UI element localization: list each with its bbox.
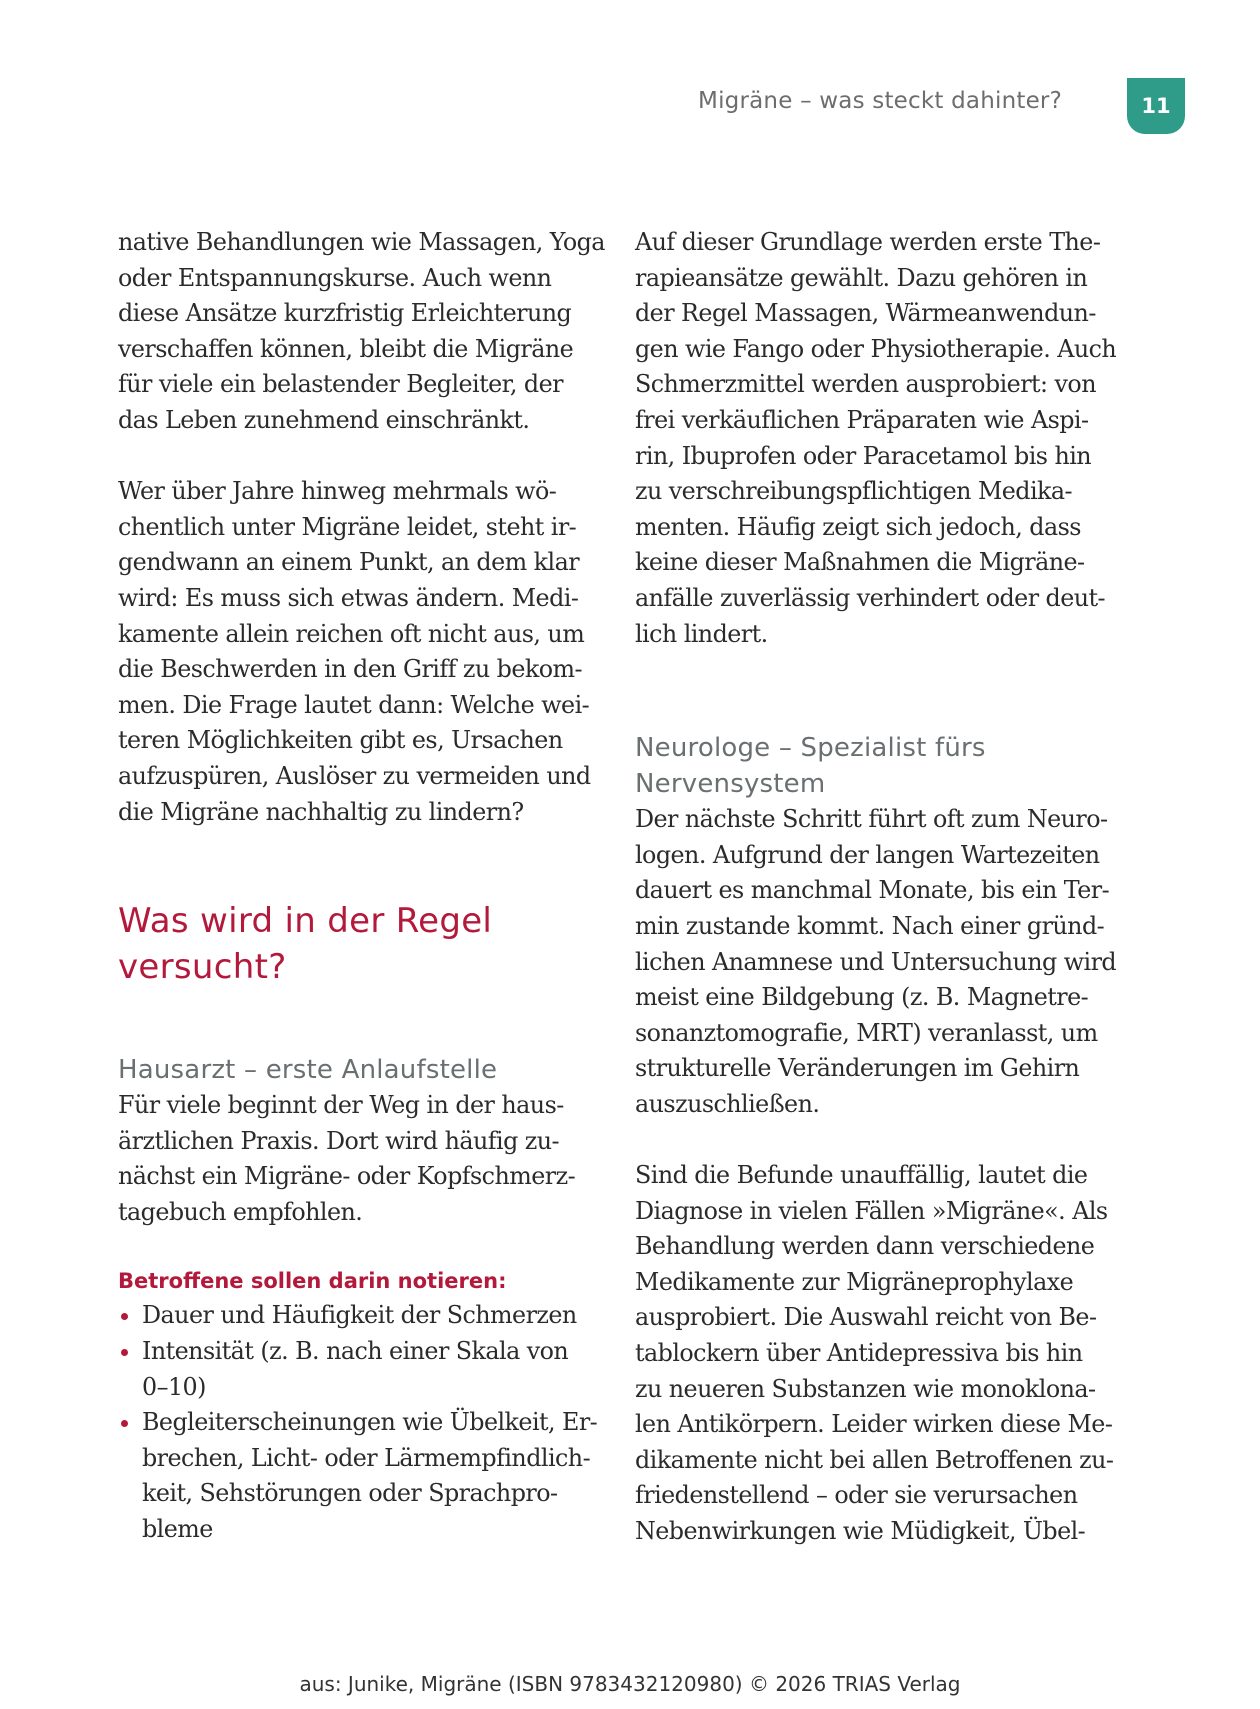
- bullet-list: [118, 1298, 598, 1547]
- text-line: rapieansätze gewählt. Dazu gehören in: [635, 263, 1088, 292]
- right-paragraph-2: [635, 802, 1117, 1122]
- text-line: chentlich unter Migräne leidet, steht ir-: [118, 512, 577, 541]
- list-item: [118, 1334, 593, 1405]
- right-paragraph-3: [635, 1158, 1114, 1550]
- text-line: meist eine Bildgebung (z. B. Magnetre-: [635, 983, 1089, 1012]
- bullet-icon: [121, 1349, 128, 1356]
- text-line: Nebenwirkungen wie Müdigkeit, Übel-: [635, 1517, 1086, 1545]
- right-paragraph-1: [635, 225, 1117, 652]
- bullet-icon: [121, 1313, 128, 1320]
- left-column: [118, 225, 605, 1548]
- text-line: 0–10): [142, 1372, 206, 1401]
- list-item: [118, 1298, 593, 1334]
- text-line: ärztlichen Praxis. Dort wird häufig zu-: [118, 1126, 560, 1155]
- text-line: Sind die Befunde unauffällig, lautet die: [635, 1161, 1088, 1190]
- text-line: verschaffen können, bleibt die Migräne: [118, 334, 574, 363]
- text-line: rin, Ibuprofen oder Paracetamol bis hin: [635, 441, 1092, 470]
- text-line: keine dieser Maßnahmen die Migräne-: [635, 548, 1085, 577]
- text-line: Wer über Jahre hinweg mehrmals wö-: [118, 477, 557, 506]
- text-line: lichen Anamnese und Untersuchung wird: [635, 947, 1117, 976]
- text-line: gendwann an einem Punkt, an dem klar: [118, 548, 580, 577]
- text-line: auszuschließen.: [635, 1089, 820, 1118]
- text-line: gen wie Fango oder Physiotherapie. Auch: [635, 334, 1117, 363]
- heading-line: Was wird in der Regel: [118, 901, 493, 942]
- text-line: len Antikörpern. Leider wirken diese Me-: [635, 1410, 1113, 1439]
- text-line: ausprobiert. Die Auswahl reicht von Be-: [635, 1303, 1097, 1332]
- text-line: native Behandlungen wie Massagen, Yoga: [118, 228, 605, 256]
- text-line: menten. Häufig zeigt sich jedoch, dass: [635, 512, 1081, 541]
- bullet-icon: [121, 1420, 128, 1427]
- text-line: min zustande kommt. Nach einer gründ-: [635, 911, 1105, 940]
- text-line: tagebuch empfohlen.: [118, 1197, 363, 1226]
- running-title: Migräne – was steckt dahinter?: [698, 88, 1062, 114]
- text-line: lich lindert.: [635, 619, 768, 648]
- subheading-neurologe: [635, 730, 1110, 802]
- text-line: wird: Es muss sich etwas ändern. Medi-: [118, 583, 579, 612]
- left-paragraph-3: [118, 1088, 593, 1230]
- text-line: sonanztomografie, MRT) veranlasst, um: [635, 1018, 1098, 1047]
- text-line: zu neueren Substanzen wie monoklona-: [635, 1374, 1096, 1403]
- heading-line: versucht?: [118, 947, 287, 988]
- text-line: kamente allein reichen oft nicht aus, um: [118, 619, 585, 648]
- left-paragraph-2: [118, 474, 593, 830]
- text-line: strukturelle Veränderungen im Gehirn: [635, 1054, 1080, 1083]
- left-paragraph-1: [118, 225, 605, 439]
- text-line: Der nächste Schritt führt oft zum Neuro-: [635, 805, 1108, 834]
- text-line: friedenstellend – oder sie verursachen: [635, 1481, 1078, 1510]
- text-line: Auf dieser Grundlage werden erste The-: [635, 228, 1101, 256]
- text-line: anfälle zuverlässig verhindert oder deut-: [635, 583, 1106, 612]
- page-number-badge: 11: [1127, 78, 1185, 134]
- text-line: Für viele beginnt der Weg in der haus-: [118, 1091, 564, 1120]
- text-line: Schmerzmittel werden ausprobiert: von: [635, 370, 1096, 399]
- text-line: brechen, Licht- oder Lärmempfindlich-: [142, 1443, 591, 1472]
- text-line: nächst ein Migräne- oder Kopfschmerz-: [118, 1162, 576, 1191]
- text-line: der Regel Massagen, Wärmeanwendun-: [635, 299, 1096, 328]
- text-line: die Migräne nachhaltig zu lindern?: [118, 797, 524, 826]
- section-heading: [118, 898, 593, 990]
- text-line: zu verschreibungspflichtigen Medika-: [635, 477, 1073, 506]
- subheading-hausarzt: Hausarzt – erste Anlaufstelle: [118, 1055, 498, 1086]
- text-line: oder Entspannungskurse. Auch wenn: [118, 263, 552, 292]
- list-item: [118, 1405, 598, 1547]
- heading-line: Nervensystem: [635, 769, 826, 800]
- text-line: Dauer und Häufigkeit der Schmerzen: [142, 1301, 577, 1330]
- text-line: logen. Aufgrund der langen Wartezeiten: [635, 840, 1100, 869]
- text-line: men. Die Frage lautet dann: Welche wei-: [118, 690, 590, 719]
- text-line: teren Möglichkeiten gibt es, Ursachen: [118, 726, 563, 755]
- text-line: tablockern über Antidepressiva bis hin: [635, 1339, 1083, 1368]
- text-line: Diagnose in vielen Fällen »Migräne«. Als: [635, 1196, 1108, 1225]
- list-title: Betroffene sollen darin notieren:: [118, 1269, 507, 1294]
- text-line: bleme: [142, 1515, 213, 1544]
- text-line: Begleiterscheinungen wie Übelkeit, Er-: [142, 1408, 598, 1437]
- text-line: die Beschwerden in den Griff zu bekom-: [118, 655, 583, 684]
- text-line: diese Ansätze kurzfristig Erleichterung: [118, 299, 572, 328]
- text-line: für viele ein belastender Begleiter, der: [118, 370, 563, 399]
- text-line: aufzuspüren, Auslöser zu vermeiden und: [118, 761, 591, 790]
- text-line: dikamente nicht bei allen Betroffenen zu-: [635, 1445, 1114, 1474]
- text-line: frei verkäuflichen Präparaten wie Aspi-: [635, 405, 1089, 434]
- text-line: dauert es manchmal Monate, bis ein Ter-: [635, 876, 1110, 905]
- right-column: [635, 225, 1117, 1550]
- text-line: Medikamente zur Migräneprophylaxe: [635, 1267, 1074, 1296]
- text-line: das Leben zunehmend einschränkt.: [118, 405, 530, 434]
- text-line: Intensität (z. B. nach einer Skala von: [142, 1337, 569, 1366]
- text-line: keit, Sehstörungen oder Sprachpro-: [142, 1479, 558, 1508]
- text-line: Behandlung werden dann verschiedene: [635, 1232, 1095, 1261]
- heading-line: Neurologe – Spezialist fürs: [635, 733, 986, 764]
- source-footer: aus: Junike, Migräne (ISBN 9783432120980) © 2026 TRIAS Verlag: [299, 1672, 961, 1696]
